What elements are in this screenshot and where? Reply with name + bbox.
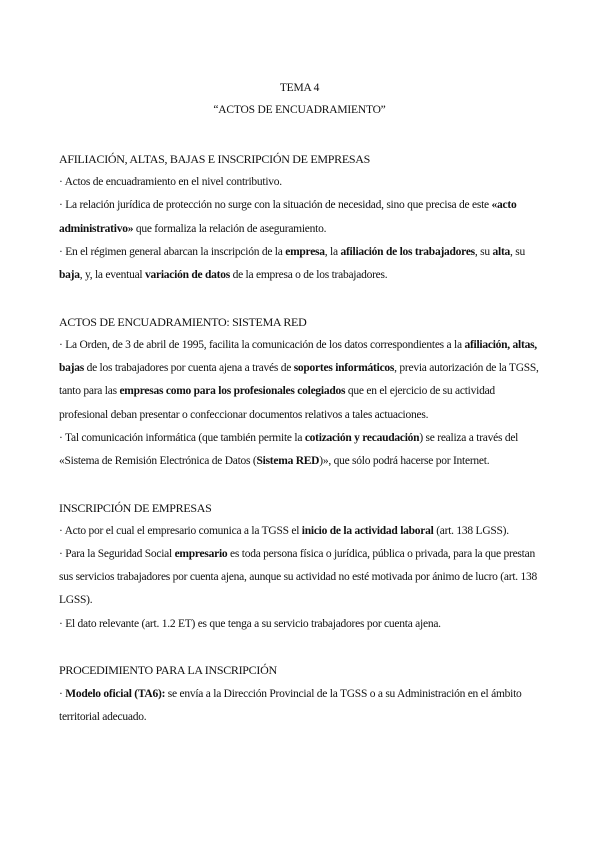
document-title-number: TEMA 4 bbox=[279, 82, 320, 94]
paragraph-text: de la empresa o de los trabajadores. bbox=[229, 269, 388, 282]
bold-text: empresas como para los profesionales colegiados bbox=[119, 385, 346, 398]
bold-text: empresario bbox=[174, 548, 228, 561]
paragraph-text: · En el régimen general abarcan la inscripción de la bbox=[59, 245, 286, 258]
bold-text: «acto administrativo» bbox=[59, 199, 517, 235]
section-spacer bbox=[59, 287, 543, 311]
paragraph-text: · La Orden, de 3 de abril de 1995, facilita la comunicación de los datos correspondientes a la bbox=[59, 338, 465, 351]
paragraph-text: · bbox=[59, 687, 66, 700]
paragraph-text: , previa autorización de la TGSS, tanto para las bbox=[59, 362, 539, 398]
paragraph-text: , su bbox=[510, 245, 526, 258]
document-title: “ACTOS DE ENCUADRAMIENTO” bbox=[213, 104, 386, 116]
paragraph-text: es toda persona física o jurídica, pública o privada, para la que prestan sus servicios trabajadores por cuenta ajena, aunque su actividad no esté motivada por ánimo de lucro (art. 138 LGSS). bbox=[59, 548, 538, 607]
document-body bbox=[59, 148, 543, 729]
paragraph-text: · El dato relevante (art. 1.2 ET) es que tenga a su servicio trabajadores por cuenta ajena. bbox=[59, 617, 441, 630]
section-paragraph bbox=[59, 520, 543, 543]
section-paragraph bbox=[59, 171, 543, 194]
paragraph-text: · Tal comunicación informática (que también permite la bbox=[59, 431, 305, 444]
bold-text: alta bbox=[492, 245, 511, 258]
bold-text: empresa bbox=[285, 245, 325, 258]
bold-text: Modelo oficial (TA6): bbox=[65, 687, 166, 700]
paragraph-text: · Actos de encuadramiento en el nivel contributivo. bbox=[59, 176, 282, 189]
section-paragraph bbox=[59, 613, 543, 636]
section-heading: PROCEDIMIENTO PARA LA INSCRIPCIÓN bbox=[59, 663, 277, 678]
section-paragraph bbox=[59, 543, 543, 613]
bold-text: afiliación de los trabajadores bbox=[340, 245, 475, 258]
section-paragraph bbox=[59, 334, 543, 427]
bold-text: cotización y recaudación bbox=[304, 431, 420, 444]
section-paragraph bbox=[59, 241, 543, 287]
paragraph-text: · Acto por el cual el empresario comunica a la TGSS el bbox=[59, 524, 302, 537]
section-paragraph bbox=[59, 194, 543, 240]
bold-text: inicio de la actividad laboral bbox=[301, 524, 434, 537]
paragraph-text: de los trabajadores por cuenta ajena a través de bbox=[83, 362, 294, 375]
paragraph-text: (art. 138 LGSS). bbox=[433, 524, 509, 537]
paragraph-text: ) se realiza a través del «Sistema de Remisión Electrónica de Datos ( bbox=[59, 431, 519, 467]
section-spacer bbox=[59, 473, 543, 497]
section-paragraph bbox=[59, 427, 543, 473]
bold-text: Sistema RED bbox=[256, 454, 320, 467]
bold-text: soportes informáticos bbox=[293, 362, 395, 375]
bold-text: afiliación, altas, bajas bbox=[59, 338, 537, 375]
paragraph-text: se envía a la Dirección Provincial de la TGSS o a su Administración en el ámbito territorial adecuado. bbox=[59, 687, 522, 723]
paragraph-text: · Para la Seguridad Social bbox=[59, 548, 175, 561]
section-heading: INSCRIPCIÓN DE EMPRESAS bbox=[59, 500, 212, 515]
paragraph-text: que formaliza la relación de aseguramiento. bbox=[133, 222, 327, 235]
bold-text: variación de datos bbox=[145, 269, 230, 282]
section-spacer bbox=[59, 636, 543, 660]
paragraph-text: · La relación jurídica de protección no surge con la situación de necesidad, sino que precisa de este bbox=[59, 199, 492, 212]
section-heading: ACTOS DE ENCUADRAMIENTO: SISTEMA RED bbox=[59, 314, 307, 329]
paragraph-text: )», que sólo podrá hacerse por Internet. bbox=[319, 454, 490, 467]
bold-text: baja bbox=[59, 269, 80, 282]
section-heading: AFILIACIÓN, ALTAS, BAJAS E INSCRIPCIÓN DE EMPRESAS bbox=[59, 152, 370, 166]
paragraph-text: , su bbox=[474, 245, 493, 258]
paragraph-text: , y, la eventual bbox=[79, 269, 145, 282]
paragraph-text: , la bbox=[324, 245, 341, 258]
paragraph-text: que en el ejercicio de su actividad profesional deban presentar o confeccionar documentos relativos a tales actuaciones. bbox=[59, 385, 495, 421]
section-paragraph bbox=[59, 683, 543, 729]
